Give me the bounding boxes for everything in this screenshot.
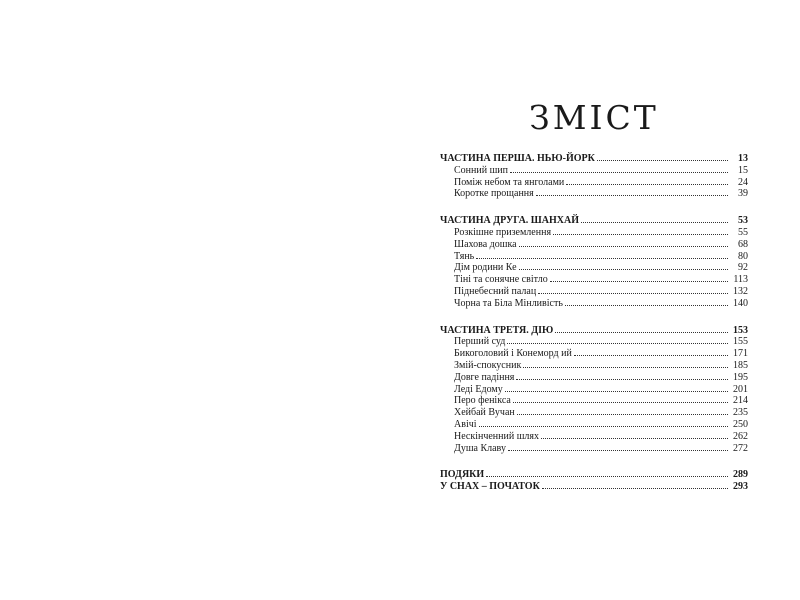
- toc-chapter[interactable]: Авічі 250: [454, 418, 748, 430]
- table-of-contents: [440, 152, 748, 492]
- toc-part-title[interactable]: ЧАСТИНА ТРЕТЯ. ДІЮ 153: [440, 324, 748, 336]
- toc-chapter[interactable]: Душа Клаву 272: [454, 442, 748, 454]
- toc-chapter[interactable]: Хейбай Вучан 235: [454, 407, 748, 419]
- toc-chapter[interactable]: Довге падіння 195: [454, 371, 748, 383]
- toc-chapter[interactable]: Дім родини Ке 92: [454, 262, 748, 274]
- toc-extras: [440, 468, 748, 492]
- toc-part-2: [440, 214, 748, 308]
- toc-heading: ЗМІСТ: [529, 98, 659, 137]
- toc-chapter[interactable]: Поміж небом та янголами 24: [454, 176, 748, 188]
- toc-chapter[interactable]: Перший суд 155: [454, 336, 748, 348]
- toc-chapter[interactable]: Шахова дошка 68: [454, 238, 748, 250]
- toc-chapter[interactable]: Змій-спокусник 185: [454, 359, 748, 371]
- toc-part-title[interactable]: ЧАСТИНА ПЕРША. НЬЮ-ЙОРК 13: [440, 153, 748, 164]
- toc-chapter[interactable]: Піднебесний палац 132: [454, 285, 748, 297]
- toc-part-3: [440, 324, 748, 454]
- toc-chapter[interactable]: Бикоголовий і Конеморд ий 171: [454, 348, 748, 360]
- toc-chapter[interactable]: Сонний шип 15: [454, 164, 748, 176]
- toc-chapter[interactable]: Тіні та сонячне світло 113: [454, 274, 748, 286]
- toc-chapter[interactable]: Перо фенікса 214: [454, 395, 748, 407]
- toc-chapter[interactable]: Тянь 80: [454, 250, 748, 262]
- toc-part-1: [440, 152, 748, 199]
- toc-chapter[interactable]: Розкішне приземлення 55: [454, 226, 748, 238]
- toc-extra-preview[interactable]: У СНАХ – ПОЧАТОК 293: [440, 481, 748, 493]
- toc-extra-acknowledgements[interactable]: ПОДЯКИ 289: [440, 469, 748, 481]
- toc-chapter[interactable]: Нескінченний шлях 262: [454, 430, 748, 442]
- toc-chapter[interactable]: Леді Едому 201: [454, 383, 748, 395]
- toc-chapter[interactable]: Чорна та Біла Мінливість 140: [454, 297, 748, 309]
- toc-part-title[interactable]: ЧАСТИНА ДРУГА. ШАНХАЙ 53: [440, 215, 748, 227]
- toc-chapter[interactable]: Коротке прощання 39: [454, 188, 748, 200]
